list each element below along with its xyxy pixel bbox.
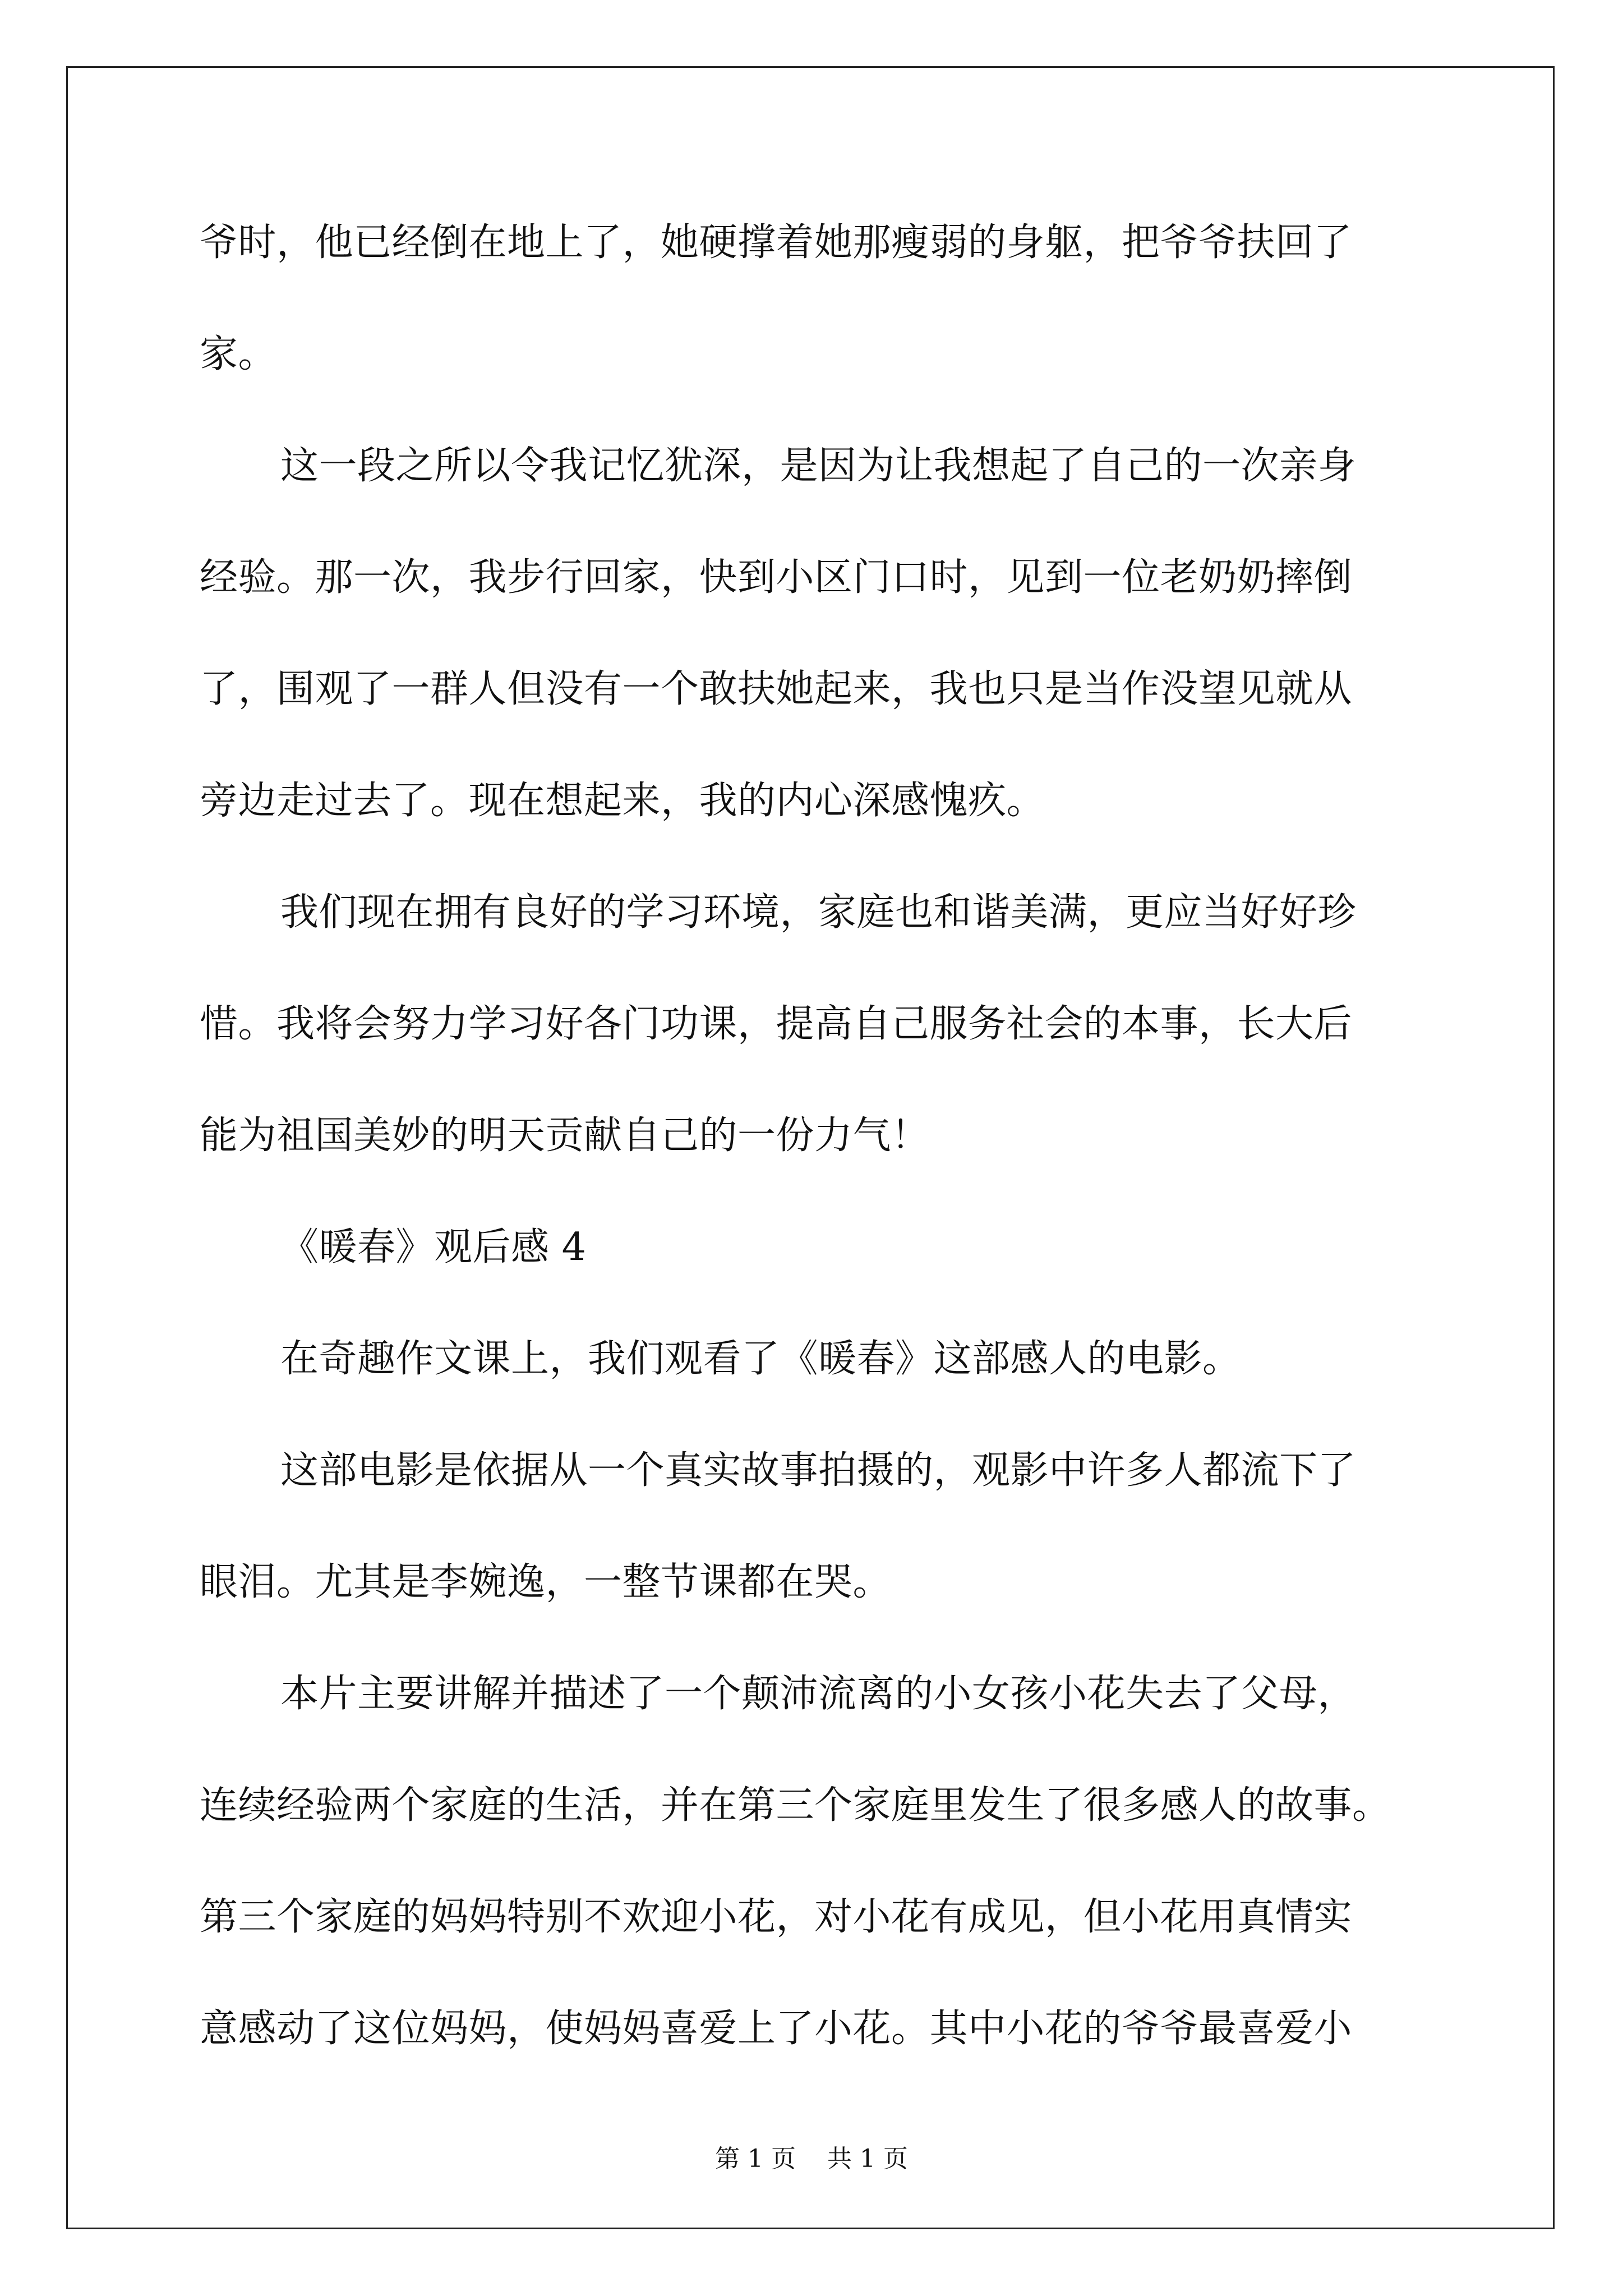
text-line-9: 能为祖国美妙的明天贡献自己的一份力气！ <box>200 1114 930 1158</box>
paragraph-start-line-3: 这一段之所以令我记忆犹深，是因为让我想起了自己的一次亲身 <box>280 444 1357 488</box>
text-line-15: 连续经验两个家庭的生活，并在第三个家庭里发生了很多感人的故事。 <box>200 1783 1391 1828</box>
text-line-13: 眼泪。尤其是李婉逸，一整节课都在哭。 <box>200 1560 892 1604</box>
paragraph-start-line-11: 在奇趣作文课上，我们观看了《暖春》这部感人的电影。 <box>280 1337 1241 1381</box>
text-line-17: 意感动了这位妈妈，使妈妈喜爱上了小花。其中小花的爷爷最喜爱小 <box>200 2007 1353 2051</box>
paragraph-start-line-14: 本片主要讲解并描述了一个颠沛流离的小女孩小花失去了父母， <box>280 1672 1357 1716</box>
paragraph-start-line-7: 我们现在拥有良好的学习环境，家庭也和谐美满，更应当好好珍 <box>280 890 1357 935</box>
text-line-6: 旁边走过去了。现在想起来，我的内心深感愧疚。 <box>200 779 1045 823</box>
text-line-1: 爷时，他已经倒在地上了，她硬撑着她那瘦弱的身躯，把爷爷扶回了 <box>200 220 1353 265</box>
page-number-footer: 第 1 页 共 1 页 <box>715 2145 908 2173</box>
text-line-4: 经验。那一次，我步行回家，快到小区门口时，见到一位老奶奶摔倒 <box>200 555 1353 600</box>
text-line-2: 家。 <box>200 332 277 376</box>
text-line-5: 了，围观了一群人但没有一个敢扶她起来，我也只是当作没望见就从 <box>200 667 1353 711</box>
section-heading: 《暖春》观后感 4 <box>280 1225 587 1269</box>
text-line-16: 第三个家庭的妈妈特别不欢迎小花，对小花有成见，但小花用真情实 <box>200 1895 1353 1939</box>
text-line-8: 惜。我将会努力学习好各门功课，提高自己服务社会的本事，长大后 <box>200 1002 1353 1046</box>
paragraph-start-line-12: 这部电影是依据从一个真实故事拍摄的，观影中许多人都流下了 <box>280 1448 1357 1493</box>
